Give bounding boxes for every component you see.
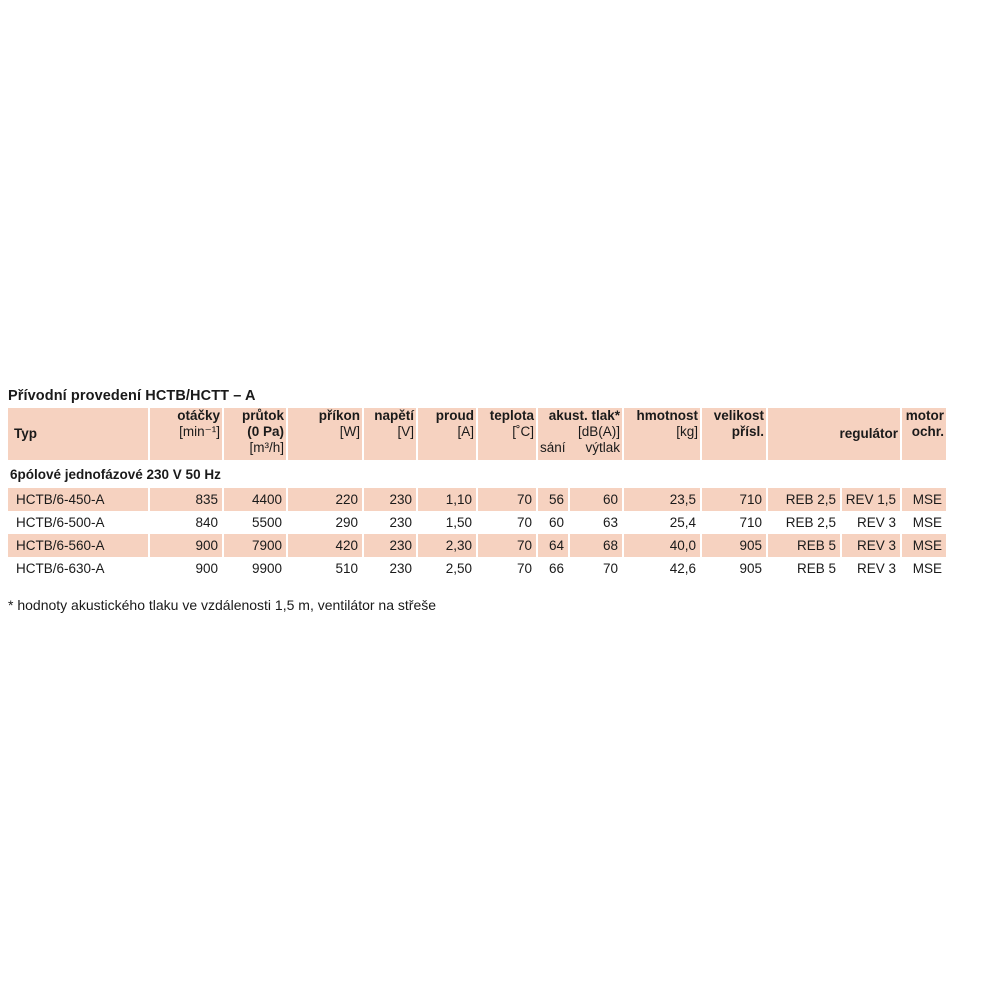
table-row — [8, 511, 946, 534]
cell-prikon: 420 — [288, 534, 362, 557]
cell-vytlak: 63 — [602, 515, 618, 530]
cell-prutok: 5500 — [251, 515, 282, 530]
cell-hmotnost: 23,5 — [624, 488, 700, 511]
table-row — [8, 534, 946, 557]
cell-teplota: 70 — [478, 534, 536, 557]
cell-type: HCTB/6-500-A — [16, 515, 105, 530]
cell-reg1: REB 5 — [796, 561, 836, 576]
cell-reg2: REV 3 — [842, 534, 900, 557]
table-row — [8, 557, 946, 580]
cell-type: HCTB/6-450-A — [8, 488, 148, 511]
cell-teplota: 70 — [516, 515, 532, 530]
cell-napeti: 230 — [364, 534, 416, 557]
cell-reg2: REV 3 — [856, 515, 896, 530]
cell-proud: 1,50 — [445, 515, 472, 530]
header-prutok: průtok (0 Pa) [m³/h] — [224, 408, 286, 460]
group-label: 6pólové jednofázové 230 V 50 Hz — [8, 460, 946, 488]
header-typ: Typ — [8, 408, 148, 460]
cell-napeti: 230 — [364, 488, 416, 511]
cell-proud: 1,10 — [418, 488, 476, 511]
cell-motor: MSE — [912, 561, 942, 576]
header-otacky: otáčky [min⁻¹] — [150, 408, 222, 460]
cell-otacky: 840 — [195, 515, 218, 530]
header-prikon: příkon [W] — [288, 408, 362, 460]
cell-prutok: 9900 — [251, 561, 282, 576]
cell-type: HCTB/6-560-A — [8, 534, 148, 557]
cell-vytlak: 68 — [570, 534, 622, 557]
header-motor: motor ochr. — [902, 408, 946, 460]
cell-vytlak: 70 — [602, 561, 618, 576]
cell-prikon: 220 — [288, 488, 362, 511]
cell-otacky: 900 — [195, 561, 218, 576]
cell-napeti: 230 — [389, 561, 412, 576]
cell-teplota: 70 — [516, 561, 532, 576]
header-akust: akust. tlak* [dB(A)] sání výtlak — [538, 408, 622, 460]
header-regulator: regulátor — [768, 408, 900, 460]
header-row — [8, 408, 946, 460]
header-velikost: velikost přísl. — [702, 408, 766, 460]
footnote: * hodnoty akustického tlaku ve vzdálenosti 1,5 m, ventilátor na střeše — [8, 597, 437, 613]
header-hmotnost: hmotnost [kg] — [624, 408, 700, 460]
group-row — [8, 460, 946, 488]
table-title: Přívodní provedení HCTB/HCTT – A — [8, 388, 256, 404]
cell-hmotnost: 42,6 — [669, 561, 696, 576]
table-row — [8, 488, 946, 511]
header-napeti: napětí [V] — [364, 408, 416, 460]
cell-motor: MSE — [902, 488, 946, 511]
cell-reg2: REV 3 — [856, 561, 896, 576]
cell-motor: MSE — [902, 534, 946, 557]
cell-motor: MSE — [912, 515, 942, 530]
cell-otacky: 900 — [150, 534, 222, 557]
cell-napeti: 230 — [389, 515, 412, 530]
cell-prikon: 290 — [335, 515, 358, 530]
cell-velikost: 905 — [739, 561, 762, 576]
cell-proud: 2,50 — [445, 561, 472, 576]
cell-prutok: 7900 — [224, 534, 286, 557]
cell-velikost: 905 — [702, 534, 766, 557]
cell-sani: 64 — [538, 534, 568, 557]
cell-vytlak: 60 — [570, 488, 622, 511]
header-teplota: teplota [˚C] — [478, 408, 536, 460]
cell-velikost: 710 — [739, 515, 762, 530]
header-sani: sání — [540, 440, 566, 455]
cell-hmotnost: 40,0 — [624, 534, 700, 557]
cell-otacky: 835 — [150, 488, 222, 511]
cell-sani: 60 — [548, 515, 564, 530]
cell-reg1: REB 2,5 — [785, 515, 836, 530]
cell-sani: 56 — [538, 488, 568, 511]
cell-reg2: REV 1,5 — [842, 488, 900, 511]
cell-reg1: REB 2,5 — [768, 488, 840, 511]
header-vytlak: výtlak — [585, 440, 620, 455]
cell-sani: 66 — [548, 561, 564, 576]
cell-hmotnost: 25,4 — [669, 515, 696, 530]
header-proud: proud [A] — [418, 408, 476, 460]
spec-table — [6, 408, 948, 580]
cell-teplota: 70 — [478, 488, 536, 511]
cell-reg1: REB 5 — [768, 534, 840, 557]
cell-proud: 2,30 — [418, 534, 476, 557]
cell-prutok: 4400 — [224, 488, 286, 511]
cell-prikon: 510 — [335, 561, 358, 576]
cell-type: HCTB/6-630-A — [16, 561, 105, 576]
cell-velikost: 710 — [702, 488, 766, 511]
